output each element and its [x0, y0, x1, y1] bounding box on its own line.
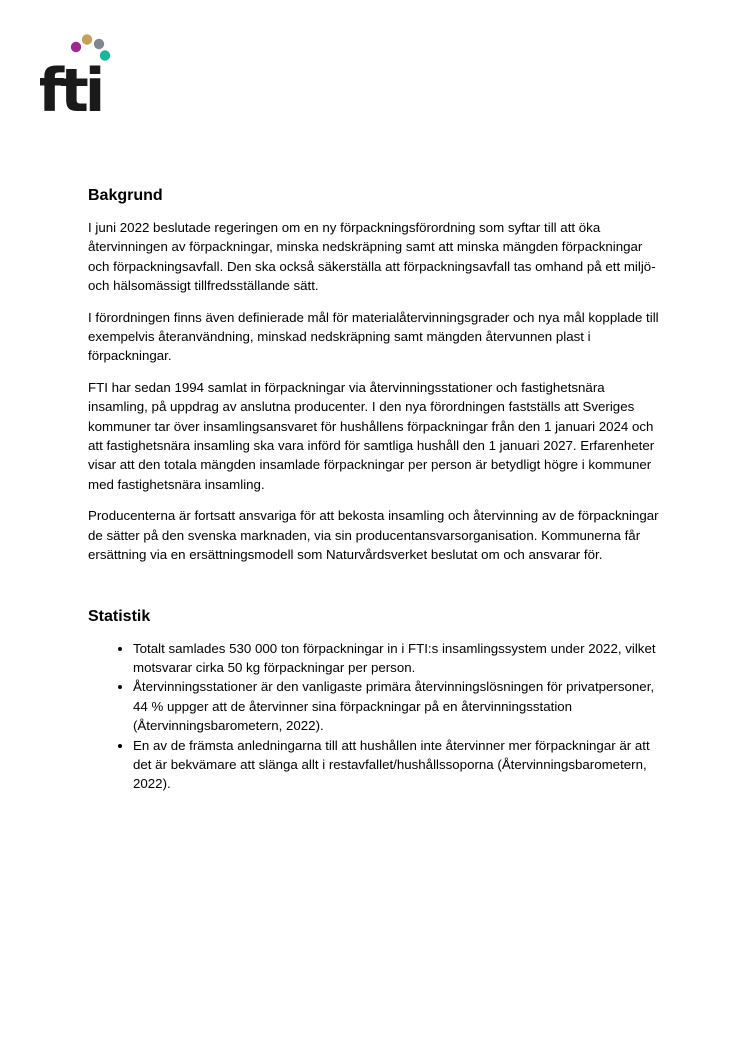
document-body — [88, 185, 663, 794]
bakgrund-paragraph-4: Producenterna är fortsatt ansvariga för att bekosta insamling och återvinning av de förpackningar de sätter på den svenska marknaden, via sin producentansvarsorganisation. Kommunerna får ersättning via en ersättningsmodell som Naturvårdsverket beslutat om och ansvarar för. — [88, 508, 659, 563]
heading-statistik: Statistik — [88, 607, 151, 625]
logo-dot-gray — [94, 39, 104, 49]
logo-dot-purple — [71, 42, 81, 52]
bakgrund-paragraph-2: I förordningen finns även definierade mål för materialåtervinningsgrader och nya mål kopplade till exempelvis återanvändning, minskad nedskräpning samt mängden återvunnen plast i förpackningar. — [88, 309, 659, 364]
statistik-item-3: • En av de främsta anledningarna till att hushållen inte återvinner mer förpackningar är att det är bekvämare att slänga allt i restavfallet/hushållssoporna (Återvinningsbarometern, 2022). — [133, 736, 663, 794]
statistik-item-1: • Totalt samlades 530 000 ton förpackningar in i FTI:s insamlingssystem under 2022, vilket motsvarar cirka 50 kg förpackningar per person. — [133, 639, 663, 678]
fti-logo-graphic — [40, 34, 120, 114]
logo-wordmark: fti — [40, 56, 102, 114]
logo-dot-teal — [100, 50, 110, 60]
bakgrund-paragraph-1: I juni 2022 beslutade regeringen om en ny förpackningsförordning som syftar till att öka återvinningen av förpackningar, minska nedskräpning samt att minska mängden förpackningar och förpackningsavfall. Den ska också säkerställa att förpackningsavfall tas omhand på ett miljö- och hälsomässigt tillfredsställande sätt. — [88, 220, 656, 294]
section-statistik — [88, 606, 663, 794]
bakgrund-paragraph-3: FTI har sedan 1994 samlat in förpackningar via återvinningsstationer och fastighetsnära insamling, på uppdrag av anslutna producenter. I den nya förordningen fastställs att Sveriges kommuner tar över insamlingsansvaret för hushållens förpackningar från den 1 januari 2024 och att fastighetsnära insamling ska vara införd för samtliga hushåll den 1 januari 2027. Erfarenheter visar att den totala mängden insamlade förpackningar per person är betydligt högre i kommuner med fastighetsnära insamling. — [88, 379, 655, 492]
heading-bakgrund: Bakgrund — [88, 187, 163, 204]
statistik-item-2: • Återvinningsstationer är den vanligaste primära återvinningslösningen för privatpersoner, 44 % uppger att de återvinner sina förpackningar på en återvinningsstation (Återvinningsbarometern, 2022). — [133, 677, 663, 735]
logo-dot-gold — [82, 34, 92, 44]
section-bakgrund — [88, 185, 663, 565]
statistik-list — [88, 639, 663, 794]
fti-logo — [40, 34, 120, 114]
